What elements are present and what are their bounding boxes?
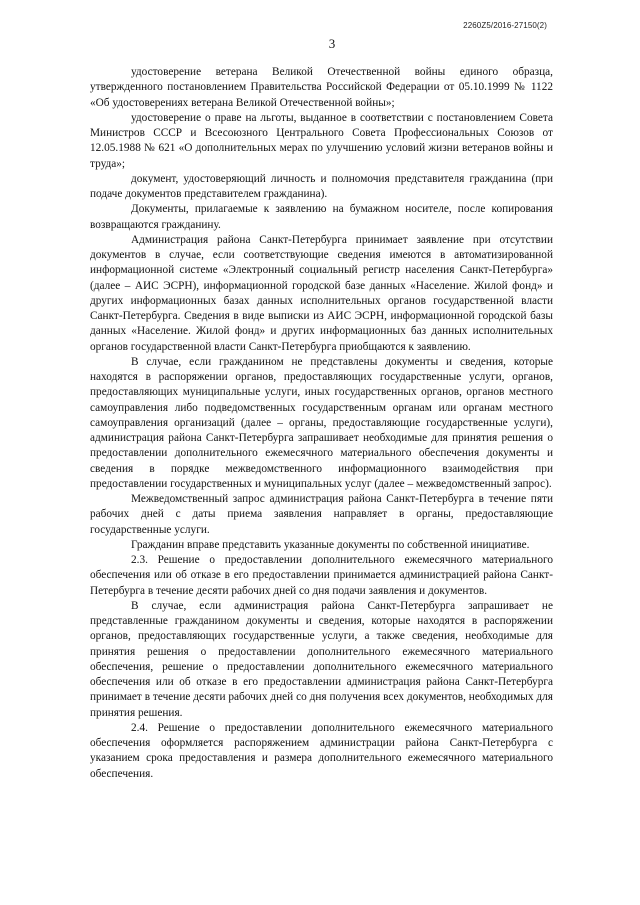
paragraph-section-2-4: 2.4. Решение о предоставлении дополнительного ежемесячного материального обеспечения оформляется распоряжением администрации района Санкт-Петербурга с указанием срока предоставления и размера дополнительного ежемесячного материального обеспечения. xyxy=(90,721,553,780)
paragraph-documents-returned: Документы, прилагаемые к заявлению на бумажном носителе, после копирования возвращаются гражданину. xyxy=(90,203,553,231)
paragraph-veteran-certificate: удостоверение ветерана Великой Отечественной войны единого образца, утвержденного постановлением Правительства Российской Федерации от 05.10.1999 № 1122 «Об удостоверениях ветерана Великой Отечественной войны»; xyxy=(90,66,553,109)
paragraph-own-initiative: Гражданин вправе представить указанные документы по собственной инициативе. xyxy=(131,538,530,551)
paragraph-benefit-certificate: удостоверение о праве на льготы, выданное в соответствии с постановлением Совета Министров СССР и Всесоюзного Центрального Совета Профессиональных Союзов от 12.05.1988 № 621 «О дополнительных мерах по улучшению условий жизни ветеранов войны и труда»; xyxy=(90,111,553,170)
document-id: 2260Z5/2016-27150(2) xyxy=(463,21,547,30)
document-body xyxy=(90,65,553,782)
paragraph-request-timing: Межведомственный запрос администрация района Санкт-Петербурга в течение пяти рабочих дней с даты приема заявления направляет в органы, предоставляющие государственные услуги. xyxy=(90,493,553,536)
paragraph-section-2-3: 2.3. Решение о предоставлении дополнительного ежемесячного материального обеспечения или об отказе в его предоставлении принимается администрацией района Санкт-Петербурга в течение десяти рабочих дней со дня подачи заявления и документов. xyxy=(90,554,553,597)
paragraph-decision-timing: В случае, если администрация района Санкт-Петербурга запрашивает не представленные гражданином документы и сведения, которые находятся в распоряжении органов, предоставляющих государственные услуги, а также сведения, необходимые для принятия решения о предоставлении дополнительного ежемесячного материального обеспечения, решение о предоставлении дополнительного ежемесячного материального обеспечения или об отказе в его предоставлении администрация района Санкт-Петербурга принимает в течение десяти рабочих дней со дня получения всех документов, необходимых для принятия решения. xyxy=(90,599,553,719)
paragraph-administration-accepts: Администрация района Санкт-Петербурга принимает заявление при отсутствии документов в случае, если соответствующие сведения имеются в автоматизированной информационной системе «Электронный социальный регистр населения Санкт-Петербурга» (далее – АИС ЭСРН), информационной городской базе данных «Население. Жилой фонд» и других информационных базах данных исполнительных органов государственной власти Санкт-Петербурга. Сведения в виде выписки из АИС ЭСРН, информационной городской базы данных «Население. Жилой фонд» и других информационных баз данных исполнительных органов государственной власти Санкт-Петербурга приобщаются к заявлению. xyxy=(90,233,553,353)
paragraph-identity-document: документ, удостоверяющий личность и полномочия представителя гражданина (при подаче документов представителем гражданина). xyxy=(90,172,553,200)
page-number: 3 xyxy=(328,36,336,51)
paragraph-interagency-request: В случае, если гражданином не представлены документы и сведения, которые находятся в распоряжении органов, предоставляющих государственные услуги, органов, предоставляющих муниципальные услуги, иных государственных органов, органов местного самоуправления либо подведомственных государственным органам или органам местного самоуправления организаций (далее – органы, предоставляющие государственные услуги), администрация района Санкт-Петербурга запрашивает необходимые для принятия решения о предоставлении дополнительного ежемесячного материального обеспечения документы и сведения в порядке межведомственного информационного взаимодействия при предоставлении государственных и муниципальных услуг (далее – межведомственный запрос). xyxy=(90,355,553,490)
